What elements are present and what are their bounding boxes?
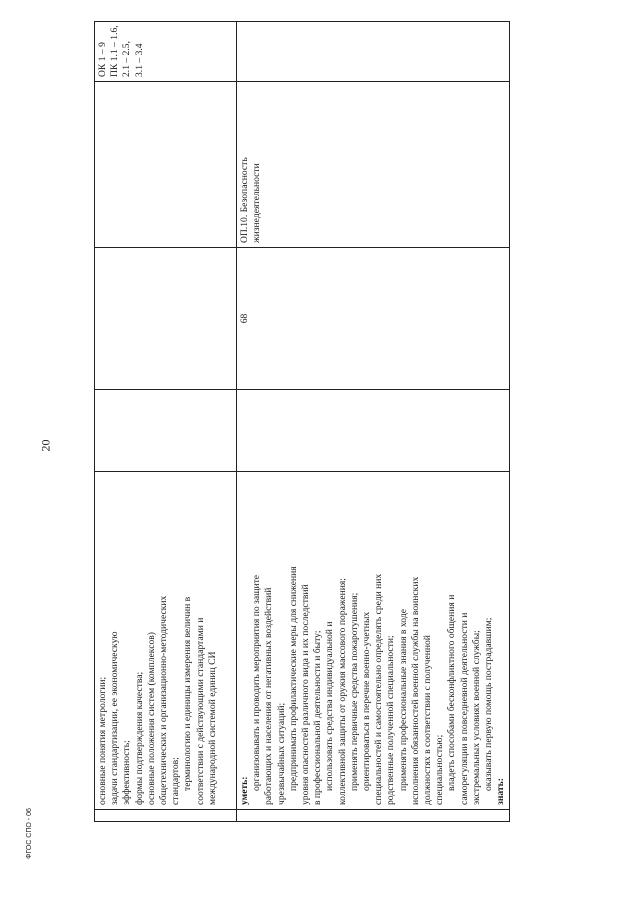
table-row-1 xyxy=(95,22,237,822)
competence-line: 3.1 – 3.4 xyxy=(133,43,145,77)
content-line: экстремальных условиях военной службы; xyxy=(470,630,482,805)
competence-line: 2.1 – 2.5, xyxy=(121,41,133,77)
empty-cell xyxy=(95,390,237,472)
content-line: владеть способами бесконфликтного общения и xyxy=(446,594,458,791)
rotated-page xyxy=(94,22,507,822)
content-line: специальностью; xyxy=(434,734,446,805)
content-line: родственные полученной специальности; xyxy=(385,635,397,805)
content-line: саморегуляции в повседневной деятельности и xyxy=(458,612,470,805)
content-line: коллективной защиты от оружия массового поражения; xyxy=(336,578,348,805)
empty-cell xyxy=(95,82,237,248)
empty-cell xyxy=(95,248,237,390)
content-line: использовать средства индивидуальной и xyxy=(324,621,336,791)
content-line: задачи стандартизации, ее экономическую xyxy=(109,631,121,805)
empty-cell xyxy=(237,390,510,472)
content-line: предпринимать профилактические меры для снижения xyxy=(287,566,299,791)
content-line: оказывать первую помощь пострадавшим; xyxy=(483,617,495,791)
content-line: применять первичные средства пожаротушения; xyxy=(348,592,360,791)
content-line: общетехнических и организационно-методических xyxy=(158,595,170,805)
discipline-line: жизнедеятельности xyxy=(251,163,263,243)
content-line: должностях в соответствии с полученной xyxy=(422,635,434,805)
content-line: основные понятия метрологии; xyxy=(97,676,108,805)
content-line: организовывать и проводить мероприятия по защите xyxy=(251,574,263,791)
empty-cell xyxy=(237,22,510,82)
content-line: уровня опасностей различного вида и их последствий xyxy=(300,584,312,805)
content-line: международной системой единиц СИ xyxy=(206,651,218,805)
competence-line: ОК 1 – 9 xyxy=(97,42,108,77)
content-line: терминологию и единицы измерения величин в xyxy=(182,596,194,791)
section-heading-umet: уметь: xyxy=(239,776,250,805)
table-row-2 xyxy=(237,22,510,822)
content-line: соответствии с действующими стандартами и xyxy=(194,617,206,805)
hours-cell: 68 xyxy=(237,248,510,390)
content-cell-2 xyxy=(237,472,510,810)
page-number: 20 xyxy=(38,439,53,452)
content-line: работающих и населения от негативных воздействий xyxy=(263,587,275,805)
content-line: специальностей и самостоятельно определять среди них xyxy=(373,573,385,805)
content-line: основные положения систем (комплексов) xyxy=(145,632,157,805)
content-line: чрезвычайных ситуаций; xyxy=(275,702,287,805)
content-line: применять профессиональные знания в ходе xyxy=(397,609,409,791)
competence-line: ПК 1.1 – 1.6, xyxy=(109,25,121,77)
index-cell xyxy=(95,810,237,822)
content-line: ориентироваться в перечне военно-учетных xyxy=(361,611,373,791)
content-line: в профессиональной деятельности и быту; xyxy=(312,630,324,805)
footer-code: ФГОС СПО - 06 xyxy=(25,808,33,859)
content-line: исполнения обязанностей военной службы на воинских xyxy=(409,576,421,805)
content-line: формы подтверждения качества; xyxy=(133,671,145,805)
content-line: стандартов; xyxy=(170,757,182,805)
discipline-line: ОП.10. Безопасность xyxy=(239,157,250,243)
index-cell xyxy=(237,810,510,822)
competences-cell xyxy=(95,22,237,82)
section-heading-znat: знать: xyxy=(495,778,507,805)
competence-table xyxy=(94,21,510,822)
content-line: эффективность; xyxy=(121,740,133,805)
discipline-cell xyxy=(237,82,510,248)
content-cell-1 xyxy=(95,472,237,810)
